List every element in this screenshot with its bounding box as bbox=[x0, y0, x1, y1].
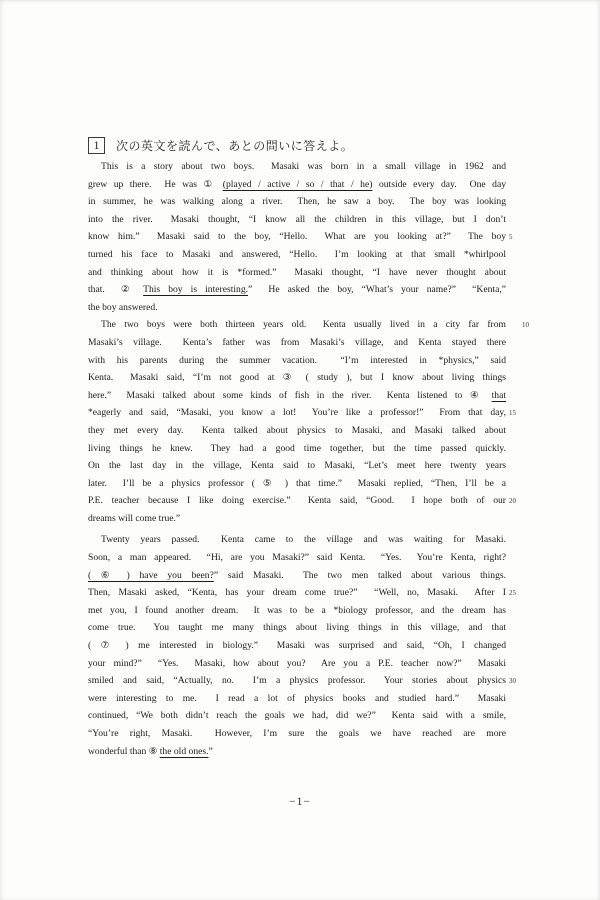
passage-line bbox=[88, 707, 506, 725]
passage-line bbox=[88, 264, 506, 282]
passage-line bbox=[88, 404, 516, 422]
text-segment: *eagerly and said, “Masaki, you know a lot! You’re like a professor!” From that day, bbox=[88, 407, 506, 419]
text-segment: later. I’ll be a physics professor ( ⑤ ) that time.” Masaki replied, “Then, I’ll be a bbox=[88, 477, 506, 489]
passage-line bbox=[88, 567, 506, 585]
paragraph bbox=[88, 531, 516, 760]
text-segment: outside every day. One day bbox=[372, 178, 507, 190]
passage-line bbox=[88, 637, 506, 655]
passage-line bbox=[88, 725, 506, 743]
text-segment: grew up there. He was ① bbox=[88, 178, 223, 190]
passage-line bbox=[88, 246, 506, 264]
text-segment: Masaki’s village. Kenta’s father was from Masaki’s village, and Kenta stayed there bbox=[88, 336, 506, 348]
text-segment: into the river. Masaki thought, “I know all the children in this village, but I don’t bbox=[88, 213, 506, 225]
passage-line bbox=[88, 281, 506, 299]
passage-line bbox=[88, 602, 506, 620]
underlined-phrase: the old ones. bbox=[159, 745, 209, 757]
text-segment: met you, I found another dream. It was to be a *biology professor, and the dream has bbox=[88, 604, 506, 616]
underlined-phrase: (played / active / so / that / he) bbox=[222, 178, 373, 190]
text-segment: with his parents during the summer vacation. “I’m interested in *physics,” said bbox=[88, 354, 506, 366]
underlined-phrase: ( ⑥ ) have you been? bbox=[88, 569, 214, 581]
instruction-text: 次の英文を読んで、あとの問いに答えよ。 bbox=[116, 139, 354, 153]
question-heading bbox=[88, 137, 353, 154]
passage-line bbox=[88, 492, 516, 510]
text-segment: that. ② bbox=[88, 284, 144, 296]
text-segment: wonderful than ⑧ bbox=[88, 745, 160, 757]
text-segment: living things he knew. They had a good time together, but the time passed quickly. bbox=[88, 442, 506, 454]
passage-line bbox=[88, 619, 506, 637]
passage-line bbox=[88, 475, 506, 493]
paragraph bbox=[88, 158, 513, 316]
passage-line bbox=[88, 228, 513, 246]
text-segment: and thinking about how it is *formed.” Masaki thought, “I have never thought about bbox=[88, 266, 506, 278]
passage-line bbox=[88, 457, 506, 475]
text-segment: Kenta. Masaki said, “I’m not good at ③ ( study ), but I know about living things bbox=[88, 372, 506, 384]
text-segment: ( ⑦ ) me interested in biology.” Masaki was surprised and said, “Oh, I changed bbox=[88, 640, 506, 652]
passage-line bbox=[88, 531, 506, 549]
text-segment: P.E. teacher because I like doing exercise.” Kenta said, “Good. I hope both of our bbox=[88, 495, 506, 507]
passage-line bbox=[88, 352, 506, 370]
passage bbox=[88, 158, 529, 760]
text-segment: Then, Masaki asked, “Kenta, has your dream come true?” “Well, no, Masaki. After I bbox=[88, 587, 506, 599]
text-segment: come true. You taught me many things about living things in this village, and that bbox=[88, 622, 506, 634]
text-segment: know him.” Masaki said to the boy, “Hello. What are you looking at?” The boy bbox=[88, 231, 506, 243]
text-segment: the boy answered. bbox=[88, 301, 158, 313]
line-number: 25 bbox=[509, 589, 516, 598]
line-number: 15 bbox=[509, 409, 516, 418]
text-segment: in summer, he was walking along a river. Then, he saw a boy. The boy was looking bbox=[88, 196, 506, 208]
question-number-box: 1 bbox=[88, 137, 105, 154]
passage-line bbox=[88, 193, 506, 211]
passage-line bbox=[88, 584, 516, 602]
text-segment: your mind?” “Yes. Masaki, how about you? Are you a P.E. teacher now?” Masaki bbox=[88, 657, 506, 669]
text-segment: The two boys were both thirteen years old. Kenta usually lived in a city far from bbox=[101, 319, 506, 331]
text-segment: This is a story about two boys. Masaki was born in a small village in 1962 and bbox=[101, 161, 506, 172]
text-segment: here.” Masaki talked about some kinds of fish in the river. Kenta listened to ④ bbox=[88, 389, 492, 401]
passage-line bbox=[88, 743, 506, 761]
text-segment: smiled and said, “Actually, no. I’m a physics professor. Your stories about physics bbox=[88, 675, 506, 687]
line-number: 30 bbox=[509, 677, 516, 686]
text-segment: On the last day in the village, Kenta said to Masaki, “Let’s meet here twenty years bbox=[88, 460, 506, 472]
passage-line bbox=[88, 334, 506, 352]
passage-line bbox=[88, 176, 506, 194]
underlined-phrase: that bbox=[491, 389, 506, 401]
passage-line bbox=[88, 316, 529, 334]
line-number: 20 bbox=[509, 497, 516, 506]
text-segment: dreams will come true.” bbox=[88, 512, 181, 524]
text-segment: they met every day. Kenta talked about physics to Masaki, and Masaki talked about bbox=[88, 424, 506, 436]
passage-line bbox=[88, 211, 506, 229]
text-segment: Twenty years passed. Kenta came to the village and was waiting for Masaki. bbox=[101, 534, 506, 546]
passage-line bbox=[88, 690, 506, 708]
passage-line bbox=[88, 387, 506, 405]
passage-line bbox=[88, 158, 506, 176]
text-segment: ” bbox=[208, 745, 213, 757]
passage-line bbox=[88, 549, 506, 567]
passage-line bbox=[88, 369, 506, 387]
text-segment: Soon, a man appeared. “Hi, are you Masaki?” said Kenta. “Yes. You’re Kenta, right? bbox=[88, 552, 506, 564]
passage-line bbox=[88, 672, 516, 690]
paragraph bbox=[88, 316, 529, 527]
passage-line bbox=[88, 510, 506, 528]
passage-line bbox=[88, 422, 506, 440]
line-number: 10 bbox=[522, 321, 529, 330]
text-segment: ” said Masaki. The two men talked about various things. bbox=[213, 569, 506, 581]
text-segment: “You’re right, Masaki. However, I’m sure the goals we have reached are more bbox=[88, 728, 506, 739]
text-segment: turned his face to Masaki and answered, “Hello. I’m looking at that small *whirlpool bbox=[88, 248, 506, 260]
underlined-phrase: This boy is interesting. bbox=[143, 284, 249, 296]
passage-line bbox=[88, 440, 506, 458]
text-segment: continued, “We both didn’t reach the goals we had, did we?” Kenta said with a smile, bbox=[88, 710, 506, 722]
passage-line bbox=[88, 655, 506, 673]
page-number: −1− bbox=[289, 796, 311, 808]
text-segment: were interesting to me. I read a lot of physics books and studied hard.” Masaki bbox=[88, 692, 506, 704]
line-number: 5 bbox=[509, 233, 513, 242]
passage-line bbox=[88, 299, 506, 317]
text-segment: ” He asked the boy, “What’s your name?” “Kenta,” bbox=[248, 284, 506, 296]
